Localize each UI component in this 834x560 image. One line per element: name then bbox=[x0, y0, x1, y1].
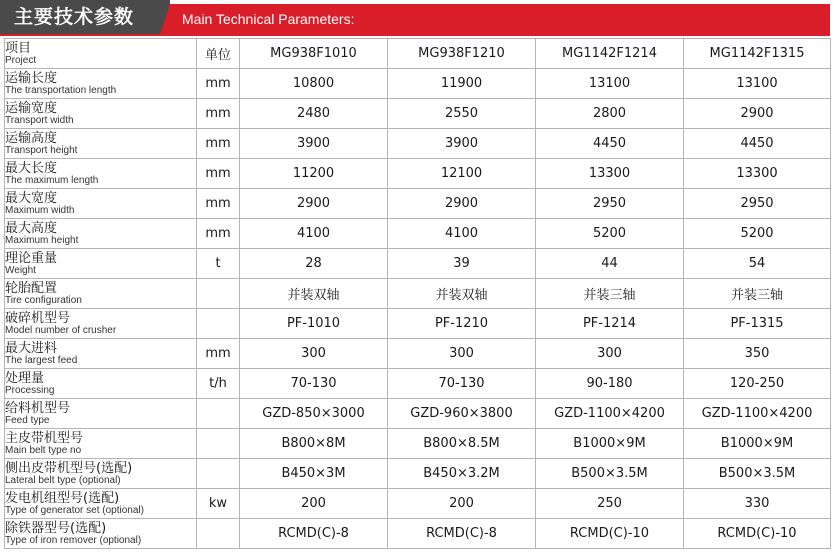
parameter-name-zh: 主皮带机型号 bbox=[5, 430, 84, 446]
parameter-label bbox=[5, 99, 197, 129]
unit-cell: mm bbox=[197, 69, 240, 99]
parameter-name-zh: 最大进料 bbox=[5, 340, 58, 356]
value-cell: PF-1214 bbox=[536, 309, 684, 339]
parameter-label bbox=[5, 219, 197, 249]
unit-cell bbox=[197, 429, 240, 459]
table-row bbox=[5, 249, 831, 279]
parameter-name-zh: 处理量 bbox=[5, 370, 45, 386]
parameter-name-zh: 最大长度 bbox=[5, 160, 58, 176]
parameter-name-zh: 运输宽度 bbox=[5, 100, 58, 116]
value-cell: RCMD(C)-10 bbox=[684, 519, 831, 549]
unit-cell: mm bbox=[197, 219, 240, 249]
parameter-label bbox=[5, 69, 197, 99]
table-row bbox=[5, 279, 831, 309]
model-header-cell: MG938F1010 bbox=[240, 39, 388, 69]
value-cell: 4100 bbox=[388, 219, 536, 249]
value-cell: 12100 bbox=[388, 159, 536, 189]
unit-cell: mm bbox=[197, 129, 240, 159]
value-cell: 13100 bbox=[684, 69, 831, 99]
value-cell: 300 bbox=[240, 339, 388, 369]
value-cell: 13300 bbox=[684, 159, 831, 189]
parameter-name-zh: 理论重量 bbox=[5, 250, 58, 266]
value-cell: RCMD(C)-8 bbox=[240, 519, 388, 549]
value-cell: 3900 bbox=[388, 129, 536, 159]
parameter-name-en: Transport width bbox=[5, 114, 74, 126]
parameter-name-zh: 运输长度 bbox=[5, 70, 58, 86]
parameter-name-en: Transport height bbox=[5, 144, 78, 156]
technical-parameters-table bbox=[4, 38, 831, 549]
value-cell: 90-180 bbox=[536, 369, 684, 399]
parameter-name-zh: 项目 bbox=[5, 40, 32, 56]
table-row bbox=[5, 459, 831, 489]
value-cell: 并装双轴 bbox=[388, 279, 536, 309]
value-cell: 28 bbox=[240, 249, 388, 279]
value-cell: 70-130 bbox=[388, 369, 536, 399]
parameter-name-en: Maximum width bbox=[5, 204, 75, 216]
value-cell: 并装三轴 bbox=[536, 279, 684, 309]
unit-cell: kw bbox=[197, 489, 240, 519]
parameter-name-en: Processing bbox=[5, 384, 55, 396]
value-cell: 5200 bbox=[684, 219, 831, 249]
parameter-label bbox=[5, 189, 197, 219]
value-cell: 2900 bbox=[684, 99, 831, 129]
value-cell: GZD-1100×4200 bbox=[536, 399, 684, 429]
table-row bbox=[5, 369, 831, 399]
unit-cell bbox=[197, 519, 240, 549]
value-cell: B1000×9M bbox=[684, 429, 831, 459]
value-cell: 2900 bbox=[388, 189, 536, 219]
parameter-label bbox=[5, 309, 197, 339]
table-row bbox=[5, 399, 831, 429]
parameter-name-zh: 最大高度 bbox=[5, 220, 58, 236]
value-cell: 250 bbox=[536, 489, 684, 519]
parameter-label bbox=[5, 369, 197, 399]
table-row bbox=[5, 219, 831, 249]
parameter-name-en: Maximum height bbox=[5, 234, 79, 246]
value-cell: 2900 bbox=[240, 189, 388, 219]
parameter-name-zh: 给料机型号 bbox=[5, 400, 71, 416]
parameter-name-zh: 最大宽度 bbox=[5, 190, 58, 206]
value-cell: 2950 bbox=[684, 189, 831, 219]
value-cell: 2800 bbox=[536, 99, 684, 129]
unit-cell: mm bbox=[197, 99, 240, 129]
value-cell: 200 bbox=[240, 489, 388, 519]
parameter-name-en: Lateral belt type (optional) bbox=[5, 474, 121, 486]
header-title-en: Main Technical Parameters: bbox=[170, 4, 830, 34]
unit-cell: t bbox=[197, 249, 240, 279]
model-header-cell: MG938F1210 bbox=[388, 39, 536, 69]
value-cell: 39 bbox=[388, 249, 536, 279]
table-row bbox=[5, 489, 831, 519]
value-cell: B800×8M bbox=[240, 429, 388, 459]
table-body bbox=[5, 39, 831, 549]
table-row bbox=[5, 189, 831, 219]
parameter-name-en: Type of iron remover (optional) bbox=[5, 534, 142, 546]
value-cell: B800×8.5M bbox=[388, 429, 536, 459]
parameter-label bbox=[5, 489, 197, 519]
table-row bbox=[5, 99, 831, 129]
value-cell: 44 bbox=[536, 249, 684, 279]
parameter-name-zh: 破碎机型号 bbox=[5, 310, 71, 326]
value-cell: 13100 bbox=[536, 69, 684, 99]
unit-cell bbox=[197, 309, 240, 339]
value-cell: PF-1315 bbox=[684, 309, 831, 339]
value-cell: 300 bbox=[388, 339, 536, 369]
unit-cell: 单位 bbox=[197, 39, 240, 69]
parameter-name-en: Type of generator set (optional) bbox=[5, 504, 144, 516]
value-cell: B500×3.5M bbox=[684, 459, 831, 489]
parameter-name-zh: 轮胎配置 bbox=[5, 280, 58, 296]
value-cell: B1000×9M bbox=[536, 429, 684, 459]
value-cell: 300 bbox=[536, 339, 684, 369]
value-cell: 4450 bbox=[684, 129, 831, 159]
value-cell: 200 bbox=[388, 489, 536, 519]
value-cell: 120-250 bbox=[684, 369, 831, 399]
parameter-label bbox=[5, 249, 197, 279]
table-row bbox=[5, 69, 831, 99]
value-cell: GZD-960×3800 bbox=[388, 399, 536, 429]
unit-cell bbox=[197, 279, 240, 309]
parameter-name-zh: 发电机组型号(选配) bbox=[5, 490, 120, 506]
value-cell: GZD-1100×4200 bbox=[684, 399, 831, 429]
value-cell: B450×3.2M bbox=[388, 459, 536, 489]
parameter-label bbox=[5, 399, 197, 429]
value-cell: PF-1010 bbox=[240, 309, 388, 339]
parameter-name-en: Feed type bbox=[5, 414, 50, 426]
parameter-name-en: The maximum length bbox=[5, 174, 99, 186]
parameter-label bbox=[5, 39, 197, 69]
value-cell: GZD-850×3000 bbox=[240, 399, 388, 429]
parameter-label bbox=[5, 519, 197, 549]
value-cell: B500×3.5M bbox=[536, 459, 684, 489]
value-cell: 2950 bbox=[536, 189, 684, 219]
parameter-label bbox=[5, 339, 197, 369]
value-cell: 4450 bbox=[536, 129, 684, 159]
parameter-name-en: The largest feed bbox=[5, 354, 78, 366]
parameter-name-en: Weight bbox=[5, 264, 36, 276]
value-cell: B450×3M bbox=[240, 459, 388, 489]
value-cell: 350 bbox=[684, 339, 831, 369]
parameter-name-en: Main belt type no bbox=[5, 444, 82, 456]
value-cell: 54 bbox=[684, 249, 831, 279]
value-cell: 11200 bbox=[240, 159, 388, 189]
parameter-label bbox=[5, 159, 197, 189]
unit-cell: t/h bbox=[197, 369, 240, 399]
table-header-row bbox=[5, 39, 831, 69]
parameter-label bbox=[5, 429, 197, 459]
value-cell: 3900 bbox=[240, 129, 388, 159]
parameter-label bbox=[5, 279, 197, 309]
value-cell: 2550 bbox=[388, 99, 536, 129]
model-header-cell: MG1142F1315 bbox=[684, 39, 831, 69]
unit-cell bbox=[197, 399, 240, 429]
parameter-name-en: The transportation length bbox=[5, 84, 117, 96]
header-divider bbox=[0, 34, 830, 36]
parameter-name-en: Model number of crusher bbox=[5, 324, 117, 336]
parameter-name-en: Tire configuration bbox=[5, 294, 82, 306]
value-cell: 4100 bbox=[240, 219, 388, 249]
section-header bbox=[0, 0, 834, 34]
table-row bbox=[5, 429, 831, 459]
parameter-label bbox=[5, 129, 197, 159]
table-row bbox=[5, 339, 831, 369]
value-cell: 330 bbox=[684, 489, 831, 519]
value-cell: RCMD(C)-8 bbox=[388, 519, 536, 549]
parameter-name-zh: 侧出皮带机型号(选配) bbox=[5, 460, 133, 476]
table-row bbox=[5, 309, 831, 339]
value-cell: 2480 bbox=[240, 99, 388, 129]
unit-cell: mm bbox=[197, 159, 240, 189]
parameter-name-zh: 运输高度 bbox=[5, 130, 58, 146]
value-cell: 并装双轴 bbox=[240, 279, 388, 309]
value-cell: 13300 bbox=[536, 159, 684, 189]
value-cell: 10800 bbox=[240, 69, 388, 99]
unit-cell: mm bbox=[197, 339, 240, 369]
model-header-cell: MG1142F1214 bbox=[536, 39, 684, 69]
value-cell: 并装三轴 bbox=[684, 279, 831, 309]
value-cell: 70-130 bbox=[240, 369, 388, 399]
unit-cell bbox=[197, 459, 240, 489]
parameter-name-en: Project bbox=[5, 54, 37, 66]
unit-cell: mm bbox=[197, 189, 240, 219]
value-cell: 5200 bbox=[536, 219, 684, 249]
parameter-name-zh: 除铁器型号(选配) bbox=[5, 520, 107, 536]
table-row bbox=[5, 129, 831, 159]
header-title-zh: 主要技术参数 bbox=[0, 0, 170, 34]
table-row bbox=[5, 519, 831, 549]
table-row bbox=[5, 159, 831, 189]
value-cell: RCMD(C)-10 bbox=[536, 519, 684, 549]
value-cell: 11900 bbox=[388, 69, 536, 99]
value-cell: PF-1210 bbox=[388, 309, 536, 339]
parameter-label bbox=[5, 459, 197, 489]
